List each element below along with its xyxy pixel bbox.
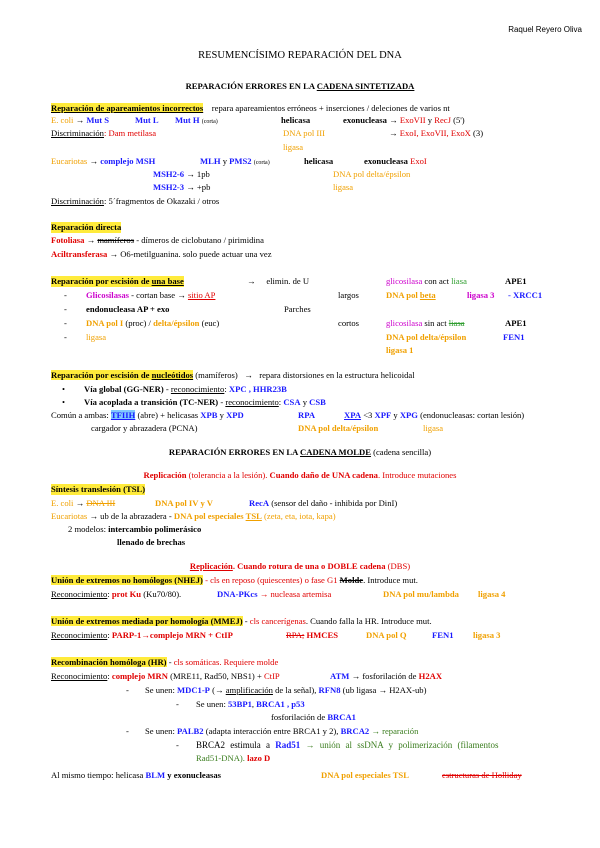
- tc-ner-line: Vía acoplada a transición (TC-NER) - reconocimiento: CSA y CSB: [84, 397, 326, 407]
- dash-3: -: [64, 318, 67, 328]
- mutl-label: Mut L: [135, 115, 159, 125]
- dash-4: -: [64, 332, 67, 342]
- ligasa3-mmej: ligasa 3: [473, 630, 501, 640]
- rpa-hmces: RPA; HMCES: [286, 630, 338, 640]
- ape1-label-1: APE1: [505, 276, 527, 286]
- mdc1-line: Se unen: MDC1-P (→ amplificación de la señal), RFN8 (ub ligasa → H2AX-ub): [145, 685, 427, 695]
- tsl-head: Síntesis translesión (TSL): [51, 484, 146, 494]
- eucariotas-line: Eucariotas → complejo MSH: [51, 156, 156, 166]
- dnapk-line: DNA-PKcs → nucleasa artemisa: [217, 589, 332, 599]
- ber-head: Reparación por escisión de una base: [51, 276, 184, 286]
- su2-line: Se unen: 53BP1, BRCA1 , p53: [196, 699, 305, 709]
- tsl-euc-line: Eucariotas → ub de la abrazadera - DNA pol especiales TSL (zeta, eta, iota, kapa): [51, 511, 336, 521]
- parches-label: Parches: [284, 304, 311, 314]
- fotoliasa-line: Fotoliasa → mamíferos - dímeros de ciclobutano / pirimidina: [51, 235, 264, 245]
- palb2-line: Se unen: PALB2 (adapta interacción entre BRCA1 y 2), BRCA2 → reparación: [145, 726, 419, 736]
- ner-common-line: Común a ambas: TFIIH (abre) + helicasas XPB y XPD: [51, 410, 244, 420]
- xpa-line: XPA <3 XPF y XPG (endonucleasas: cortan lesión): [344, 410, 525, 420]
- ligasa-label-mm: ligasa: [283, 142, 304, 152]
- bullet-1: •: [62, 384, 66, 394]
- mismo-tiempo-line: Al mismo tiempo: helicasa BLM y exonucleasas: [51, 770, 221, 780]
- pol-beta-label: DNA pol beta: [386, 290, 436, 300]
- nhej-head: Unión de extremos no homólogos (NHEJ) - cls en reposo (quiescentes) o fase G1 Molde. Introduce mut.: [51, 575, 418, 585]
- helicasa-label: helicasa: [281, 115, 311, 125]
- mismatch-ecoli-line: E. coli → Mut S: [51, 115, 110, 125]
- mlh-pms2-line: MLH y PMS2 (corta): [200, 156, 270, 166]
- pol-de-label-ber: DNA pol delta/épsilon: [386, 332, 467, 342]
- author-name: Raquel Reyero Oliva: [508, 25, 582, 34]
- cortos-label: cortos: [338, 318, 360, 328]
- mmej-rec-line: Reconocimiento: PARP-1→complejo MRN + CtIP: [51, 630, 233, 640]
- section-heading-sintetizada: REPARACIÓN ERRORES EN LA CADENA SINTETIZADA: [185, 81, 415, 91]
- muth-label: Mut H (corta): [175, 115, 218, 125]
- largos-label: largos: [338, 290, 359, 300]
- ligasa4-label: ligasa 4: [478, 589, 506, 599]
- mmej-head: Unión de extremos mediada por homología (MMEJ) - cls cancerígenas. Cuando falla la HR. Introduce mut.: [51, 616, 432, 626]
- fen1-mmej: FEN1: [432, 630, 454, 640]
- ligasa3-label: ligasa 3: [467, 290, 495, 300]
- hr-dash-4: -: [176, 740, 179, 750]
- pol-esp-hr: DNA pol especiales TSL: [321, 770, 409, 780]
- ber-elim: → elimin. de U: [247, 276, 310, 286]
- direct-repair-head: Reparación directa: [51, 222, 122, 232]
- brca-line-1: BRCA2 estimula a Rad51 → unión al ssDNA y polimerización (filamentos: [196, 740, 499, 750]
- replicacion-line-2: Replicación. Cuando rotura de una o DOBLE cadena (DBS): [189, 561, 411, 571]
- nhej-rec-line: Reconocimiento: prot Ku (Ku70/80).: [51, 589, 182, 599]
- section-heading-molde: REPARACIÓN ERRORES EN LA CADENA MOLDE (cadena sencilla): [168, 447, 432, 457]
- mismatch-head-line: Reparación de apareamientos incorrectos repara apareamientos erróneos + inserciones / deleciones de varios nt: [51, 103, 450, 113]
- hr-dash-1: -: [126, 685, 129, 695]
- holliday-label: estructuras de Holliday: [442, 770, 522, 780]
- discriminacion-line-1: Discriminación: Dam metilasa: [51, 128, 157, 138]
- polq-label: DNA pol Q: [366, 630, 407, 640]
- ligasa1-label: ligasa 1: [386, 345, 414, 355]
- discriminacion-line-2: Discriminación: 5´fragmentos de Okazaki / otros: [51, 196, 220, 206]
- ligasa-label-mm-2: ligasa: [333, 182, 354, 192]
- rpa-label: RPA: [298, 410, 316, 420]
- hr-dash-2: -: [176, 699, 179, 709]
- ligasa-label-ber: ligasa: [86, 332, 107, 342]
- cargador-line: cargador y abrazadera (PCNA): [91, 423, 198, 433]
- tsl-ecoli-line: E. coli → DNA III: [51, 498, 116, 508]
- exo-pro-line: → ExoI, ExoVII, ExoX (3): [389, 128, 484, 138]
- ber-glic-sin: glicosilasa sin act liasa: [386, 318, 465, 328]
- exonucleasa-line-2: exonucleasa ExoI: [364, 156, 427, 166]
- endonucleasa-line: endonucleasa AP + exo: [86, 304, 170, 314]
- replicacion-line-1: Replicación (tolerancia a la lesión). Cuando daño de UNA cadena. Introduce mutaciones: [143, 470, 457, 480]
- llenado-line: llenado de brechas: [117, 537, 186, 547]
- xrcc1-label: - XRCC1: [508, 290, 543, 300]
- glicosilasas-line: Glicosilasas - cortan base → sitio AP: [86, 290, 216, 300]
- pol1-line: DNA pol I (proc) / delta/épsilon (euc): [86, 318, 220, 328]
- hr-dash-3: -: [126, 726, 129, 736]
- pol45-label: DNA pol IV y V: [155, 498, 213, 508]
- page-title: RESUMENCÍSIMO REPARACIÓN DEL DNA: [198, 50, 402, 61]
- ber-glic-liasa: glicosilasa con act liasa: [386, 276, 467, 286]
- exonucleasa-line: exonucleasa → ExoVII y RecJ (5'): [343, 115, 465, 125]
- msh23-line: MSH2-3 → +pb: [153, 182, 211, 192]
- helicasa-label-2: helicasa: [304, 156, 334, 166]
- brca-line-2: Rad51-DNA). lazo D: [196, 753, 271, 763]
- ape1-label-2: APE1: [505, 318, 527, 328]
- pol-mu-label: DNA pol mu/lambda: [383, 589, 459, 599]
- msh26-line: MSH2-6 → 1pb: [153, 169, 210, 179]
- hr-rec-line: Reconocimiento: complejo MRN (MRE11, Rad50, NBS1) + CtIP: [51, 671, 280, 681]
- hr-head: Recombinación homóloga (HR) - cls somáticas. Requiere molde: [51, 657, 279, 667]
- reca-line: RecA (sensor del daño - inhibida por DinI): [249, 498, 398, 508]
- aciltransferasa-line: Aciltransferasa → O6-metilguanina. solo puede actuar una vez: [51, 249, 272, 259]
- dash-2: -: [64, 304, 67, 314]
- pol-de-label-ner: DNA pol delta/épsilon: [298, 423, 379, 433]
- atm-line: ATM → fosforilación de H2AX: [330, 671, 443, 681]
- pol3-label: DNA pol III: [283, 128, 326, 138]
- dash-1: -: [64, 290, 67, 300]
- modelos-line: 2 modelos: intercambio polimerásico: [68, 524, 202, 534]
- fen1-label: FEN1: [503, 332, 525, 342]
- fosf-brca-line: fosforilación de BRCA1: [271, 712, 356, 722]
- bullet-2: •: [62, 397, 66, 407]
- ligasa-label-ner: ligasa: [423, 423, 444, 433]
- gg-ner-line: Vía global (GG-NER) - reconocimiento: XPC , HHR23B: [84, 384, 287, 394]
- pol-de-label-mm: DNA pol delta/épsilon: [333, 169, 411, 179]
- ner-head: Reparación por escisión de nucleótidos (mamíferos) → repara distorsiones en la estructura helicoidal: [51, 370, 415, 380]
